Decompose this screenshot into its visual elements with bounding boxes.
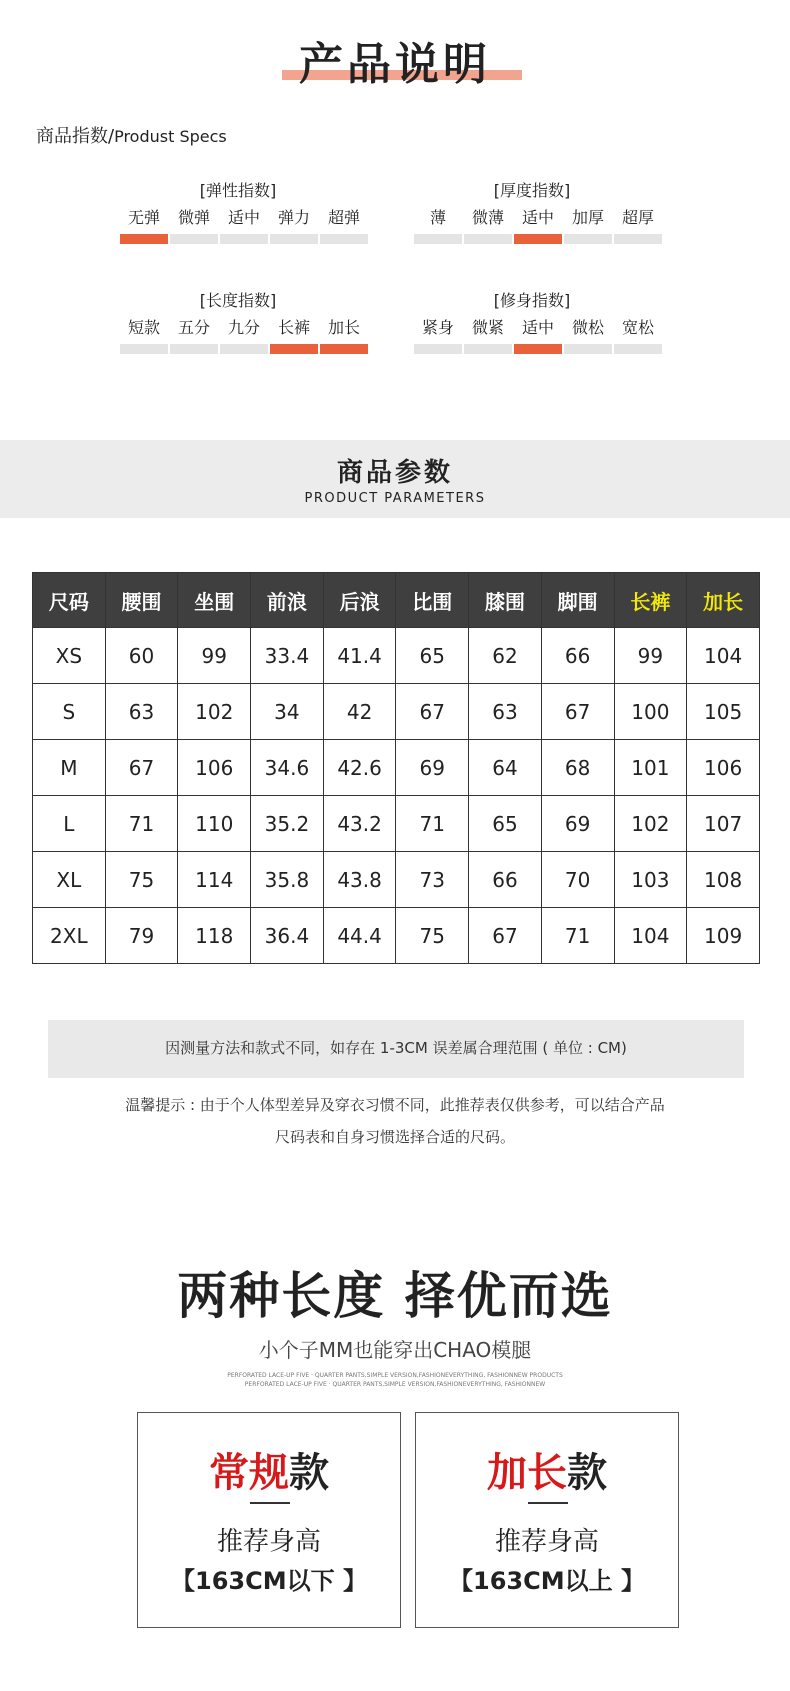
table-cell: L (33, 796, 106, 852)
table-cell: 42 (323, 684, 396, 740)
header-front-rise: 前浪 (251, 573, 324, 628)
fit-option (464, 316, 512, 354)
table-cell: 67 (469, 908, 542, 964)
size-table (32, 572, 760, 964)
long-length-card (415, 1412, 679, 1628)
option-label: 薄 (429, 208, 446, 227)
length-option (220, 316, 268, 354)
table-cell: XS (33, 628, 106, 684)
option-bar (514, 234, 562, 244)
elasticity-option (320, 206, 368, 244)
table-cell: 34.6 (251, 740, 324, 796)
length-option (170, 316, 218, 354)
tip-line-1: 温馨提示 : 由于个人体型差异及穿衣习惯不同，此推荐表仅供参考，可以结合产品 (125, 1096, 665, 1114)
option-bar (564, 344, 612, 354)
table-cell: 103 (614, 852, 687, 908)
option-bar (270, 344, 318, 354)
table-cell: 63 (469, 684, 542, 740)
length-scale (120, 316, 368, 354)
option-bar (614, 234, 662, 244)
table-cell: 66 (469, 852, 542, 908)
option-label: 无弹 (127, 208, 160, 227)
regular-length-card (137, 1412, 401, 1628)
table-cell: 99 (178, 628, 251, 684)
header-regular-length: 长裤 (614, 573, 687, 628)
header-knee: 膝围 (469, 573, 542, 628)
option-bar (220, 234, 268, 244)
table-cell: 79 (105, 908, 178, 964)
elasticity-option (220, 206, 268, 244)
length-option (320, 316, 368, 354)
lengths-title: 两种长度 择优而选 (177, 1267, 613, 1325)
option-label: 宽松 (621, 318, 654, 337)
table-cell: 41.4 (323, 628, 396, 684)
thickness-scale (414, 206, 662, 244)
card-title (416, 1441, 678, 1498)
table-cell: 67 (396, 684, 469, 740)
table-cell: 104 (687, 628, 760, 684)
option-label: 五分 (177, 318, 210, 337)
option-label: 加长 (327, 318, 360, 337)
table-header-row (33, 573, 760, 628)
header-hip: 坐围 (178, 573, 251, 628)
table-cell: 109 (687, 908, 760, 964)
card-divider (250, 1502, 290, 1504)
table-cell: 75 (105, 852, 178, 908)
card-recommend: 推荐身高 (216, 1527, 321, 1557)
card-title-rest: 款 (567, 1450, 607, 1496)
group-title-elasticity: [弹性指数] (199, 181, 277, 200)
table-cell: 102 (178, 684, 251, 740)
table-cell: 99 (614, 628, 687, 684)
option-label: 长裤 (277, 318, 310, 337)
measurement-note: 因测量方法和款式不同，如存在 1-3CM 误差属合理范围 ( 单位 : CM) (165, 1039, 627, 1057)
table-row (33, 628, 760, 684)
option-bar (170, 344, 218, 354)
table-cell: 34 (251, 684, 324, 740)
section-title: 产品说明 (299, 39, 491, 90)
group-title-fit: [修身指数] (493, 291, 571, 310)
option-bar (514, 344, 562, 354)
table-cell: 104 (614, 908, 687, 964)
table-cell: 67 (105, 740, 178, 796)
table-cell: 69 (396, 740, 469, 796)
specs-heading-sep: / (108, 126, 115, 147)
option-label: 适中 (227, 208, 260, 227)
header-hem: 脚围 (541, 573, 614, 628)
table-cell: 106 (687, 740, 760, 796)
option-bar (414, 344, 462, 354)
table-cell: 64 (469, 740, 542, 796)
option-bar (320, 344, 368, 354)
option-label: 紧身 (421, 318, 454, 337)
elasticity-option (120, 206, 168, 244)
table-cell: 71 (541, 908, 614, 964)
option-label: 微薄 (471, 208, 504, 227)
table-cell: S (33, 684, 106, 740)
table-cell: 63 (105, 684, 178, 740)
option-label: 超弹 (327, 208, 360, 227)
table-cell: 43.8 (323, 852, 396, 908)
option-bar (614, 344, 662, 354)
table-cell: 73 (396, 852, 469, 908)
card-title-accent: 加长 (487, 1450, 567, 1496)
table-row (33, 684, 760, 740)
option-bar (170, 234, 218, 244)
header-size: 尺码 (33, 573, 106, 628)
elasticity-scale (120, 206, 368, 244)
fit-option (414, 316, 462, 354)
option-bar (320, 234, 368, 244)
header-long-length: 加长 (687, 573, 760, 628)
table-cell: 71 (105, 796, 178, 852)
table-cell: 101 (614, 740, 687, 796)
option-bar (464, 344, 512, 354)
table-cell: 114 (178, 852, 251, 908)
table-cell: 67 (541, 684, 614, 740)
table-cell: 105 (687, 684, 760, 740)
option-bar (464, 234, 512, 244)
card-height: 【163CM以下 】 (171, 1567, 367, 1595)
fit-option (514, 316, 562, 354)
option-label: 超厚 (621, 208, 654, 227)
table-cell: 100 (614, 684, 687, 740)
table-cell: 118 (178, 908, 251, 964)
table-row (33, 908, 760, 964)
table-cell: 70 (541, 852, 614, 908)
header-waist: 腰围 (105, 573, 178, 628)
tip-line-2: 尺码表和自身习惯选择合适的尺码。 (274, 1128, 515, 1146)
table-cell: 68 (541, 740, 614, 796)
specs-heading (36, 122, 227, 148)
option-bar (564, 234, 612, 244)
option-label: 微紧 (471, 318, 504, 337)
card-recommend: 推荐身高 (494, 1527, 599, 1557)
table-cell: 60 (105, 628, 178, 684)
fine-print-2: PERFORATED LACE-UP FIVE · QUARTER PANTS,SIMPLE VERSION,FASHIONEVERYTHING, FASHIONNEW (244, 1381, 546, 1388)
option-label: 加厚 (571, 208, 604, 227)
table-cell: 107 (687, 796, 760, 852)
option-label: 微松 (571, 318, 604, 337)
table-cell: 75 (396, 908, 469, 964)
table-cell: 2XL (33, 908, 106, 964)
table-cell: 36.4 (251, 908, 324, 964)
table-cell: 43.2 (323, 796, 396, 852)
group-title-length: [长度指数] (199, 291, 277, 310)
table-cell: 62 (469, 628, 542, 684)
table-cell: 106 (178, 740, 251, 796)
table-cell: XL (33, 852, 106, 908)
fine-print-1: PERFORATED LACE-UP FIVE · QUARTER PANTS,SIMPLE VERSION,FASHIONEVERYTHING, FASHIONNEW PRODUCTS (227, 1372, 563, 1379)
option-label: 九分 (227, 318, 260, 337)
table-cell: 71 (396, 796, 469, 852)
option-label: 微弹 (177, 208, 210, 227)
table-cell: 65 (469, 796, 542, 852)
card-title-rest: 款 (289, 1450, 329, 1496)
card-height: 【163CM以上 】 (449, 1567, 645, 1595)
thickness-option (464, 206, 512, 244)
card-title (138, 1441, 400, 1498)
header-thigh: 比围 (396, 573, 469, 628)
thickness-option (614, 206, 662, 244)
thickness-option (414, 206, 462, 244)
table-cell: 66 (541, 628, 614, 684)
lengths-subtitle: 小个子MM也能穿出CHAO模腿 (258, 1338, 532, 1362)
thickness-option (564, 206, 612, 244)
length-option (270, 316, 318, 354)
option-bar (270, 234, 318, 244)
option-label: 适中 (521, 208, 554, 227)
fit-scale (414, 316, 662, 354)
table-row (33, 796, 760, 852)
table-cell: 35.2 (251, 796, 324, 852)
table-row (33, 740, 760, 796)
group-title-thickness: [厚度指数] (493, 181, 571, 200)
specs-heading-en: Produst Specs (114, 127, 227, 146)
table-row (33, 852, 760, 908)
specs-heading-cn: 商品指数 (36, 126, 108, 147)
table-cell: 44.4 (323, 908, 396, 964)
params-title: 商品参数 (336, 458, 453, 488)
table-cell: 102 (614, 796, 687, 852)
table-cell: 65 (396, 628, 469, 684)
length-option (120, 316, 168, 354)
option-bar (120, 344, 168, 354)
option-label: 适中 (521, 318, 554, 337)
table-cell: 42.6 (323, 740, 396, 796)
params-subtitle: PRODUCT PARAMETERS (304, 491, 486, 506)
fit-option (614, 316, 662, 354)
table-cell: 33.4 (251, 628, 324, 684)
option-label: 弹力 (277, 208, 310, 227)
thickness-option (514, 206, 562, 244)
option-bar (120, 234, 168, 244)
table-cell: M (33, 740, 106, 796)
fit-option (564, 316, 612, 354)
table-cell: 69 (541, 796, 614, 852)
card-divider (528, 1502, 568, 1504)
elasticity-option (270, 206, 318, 244)
option-label: 短款 (127, 318, 160, 337)
elasticity-option (170, 206, 218, 244)
card-title-accent: 常规 (209, 1450, 289, 1496)
option-bar (220, 344, 268, 354)
table-cell: 110 (178, 796, 251, 852)
header-back-rise: 后浪 (323, 573, 396, 628)
option-bar (414, 234, 462, 244)
table-cell: 108 (687, 852, 760, 908)
table-cell: 35.8 (251, 852, 324, 908)
